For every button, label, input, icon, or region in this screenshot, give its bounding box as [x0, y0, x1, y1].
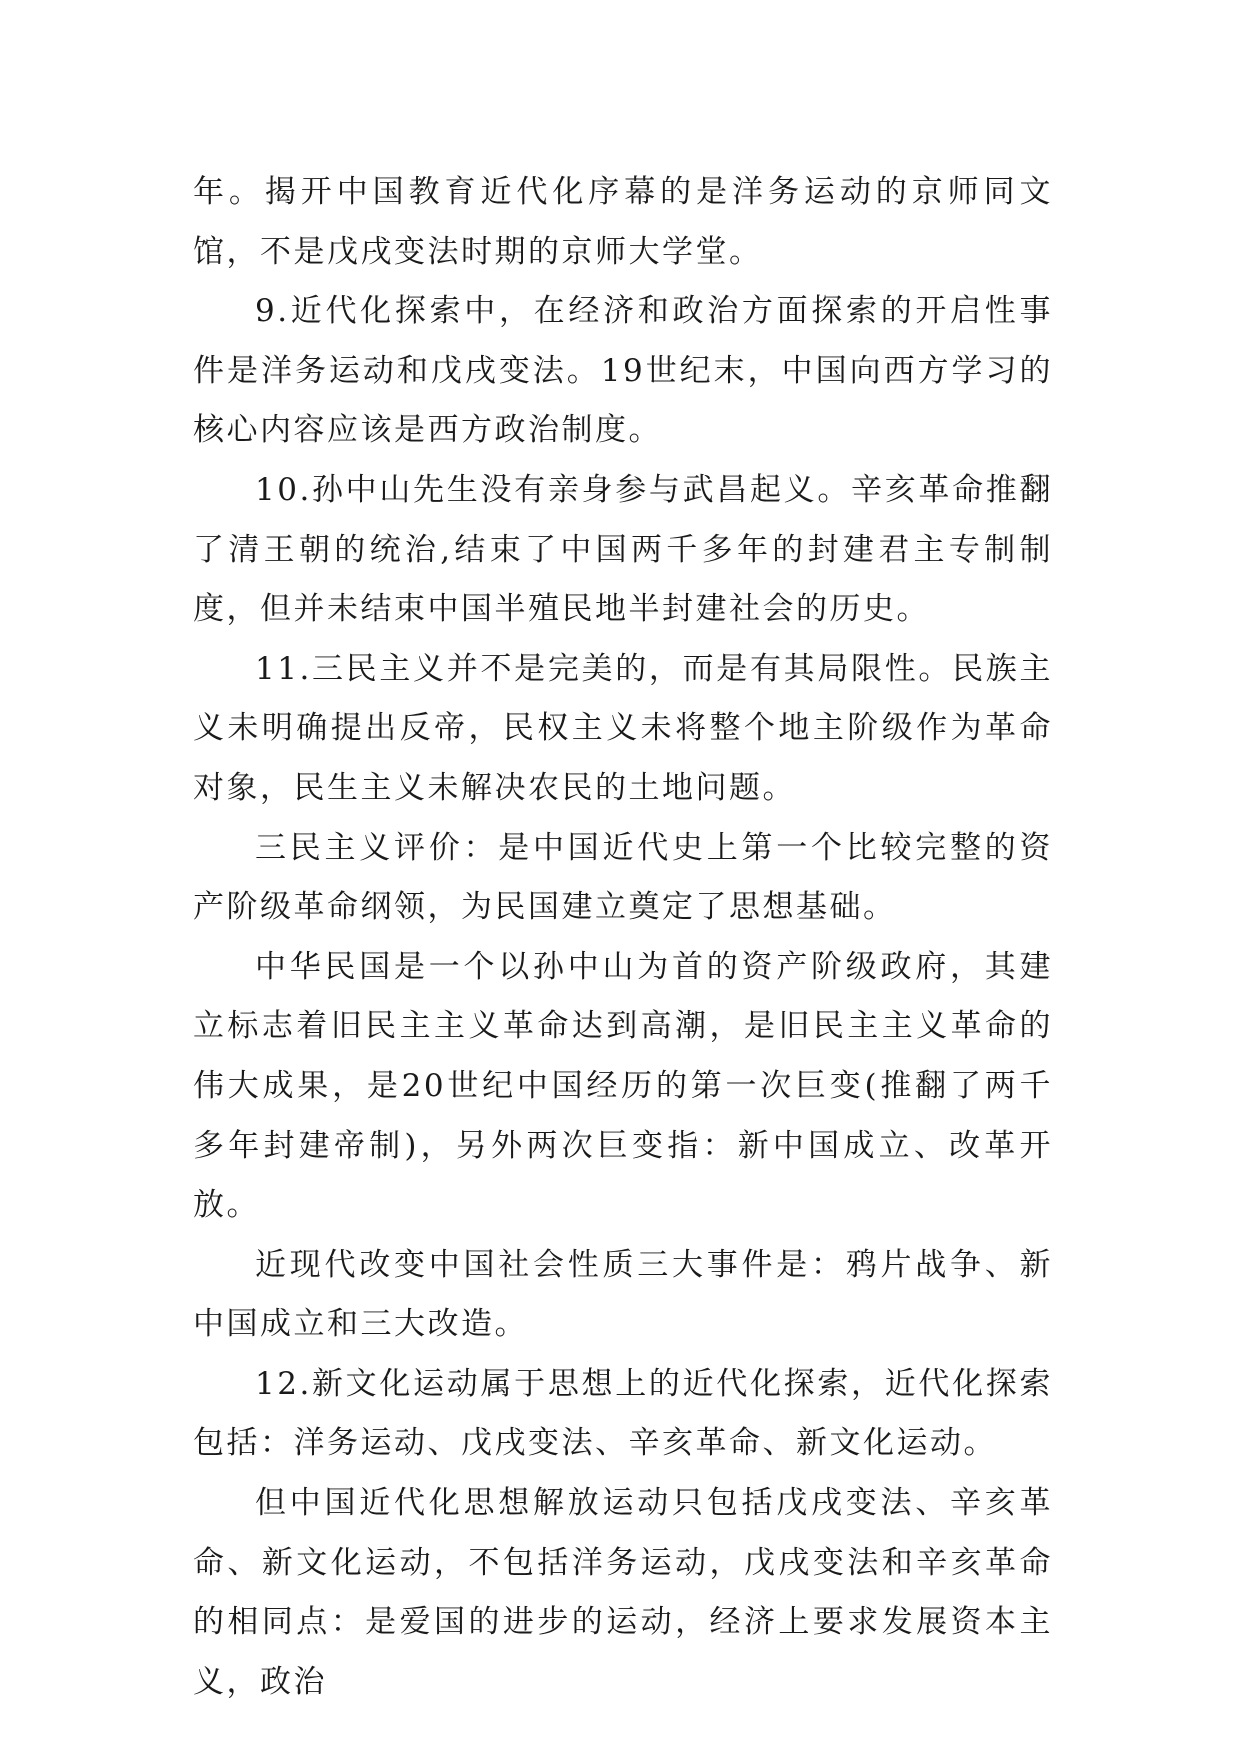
paragraph-republic-of-china: 中华民国是一个以孙中山为首的资产阶级政府，其建立标志着旧民主主义革命达到高潮，是旧民主主义革命的伟大成果，是20世纪中国经历的第一次巨变(推翻了两千多年封建帝制)，另外两次巨变指：新中国成立、改革开放。 [193, 948, 1053, 1224]
paragraph-item-10: 10.孙中山先生没有亲身参与武昌起义。辛亥革命推翻了清王朝的统治,结束了中国两千多年的封建君主专制制度，但并未结束中国半殖民地半封建社会的历史。 [193, 471, 1053, 628]
paragraph-liberation-movements: 但中国近代化思想解放运动只包括戊戌变法、辛亥革命、新文化运动，不包括洋务运动，戊戌变法和辛亥革命的相同点：是爱国的进步的运动，经济上要求发展资本主义，政治 [193, 1485, 1053, 1700]
paragraph-sanmin-evaluation: 三民主义评价：是中国近代史上第一个比较完整的资产阶级革命纲领，为民国建立奠定了思想基础。 [193, 829, 1053, 926]
paragraph-item-9: 9.近代化探索中，在经济和政治方面探索的开启性事件是洋务运动和戊戌变法。19世纪末，中国向西方学习的核心内容应该是西方政治制度。 [193, 293, 1053, 449]
paragraph-three-events: 近现代改变中国社会性质三大事件是：鸦片战争、新中国成立和三大改造。 [193, 1246, 1053, 1343]
paragraph-continued: 年。揭开中国教育近代化序幕的是洋务运动的京师同文馆，不是戊戌变法时期的京师大学堂。 [193, 174, 1053, 270]
paragraph-item-12: 12.新文化运动属于思想上的近代化探索，近代化探索包括：洋务运动、戊戌变法、辛亥革命、新文化运动。 [193, 1365, 1053, 1462]
paragraph-item-11: 11.三民主义并不是完美的，而是有其局限性。民族主义未明确提出反帝，民权主义未将整个地主阶级作为革命对象，民生主义未解决农民的土地问题。 [193, 650, 1053, 806]
document-body [193, 163, 1053, 1712]
